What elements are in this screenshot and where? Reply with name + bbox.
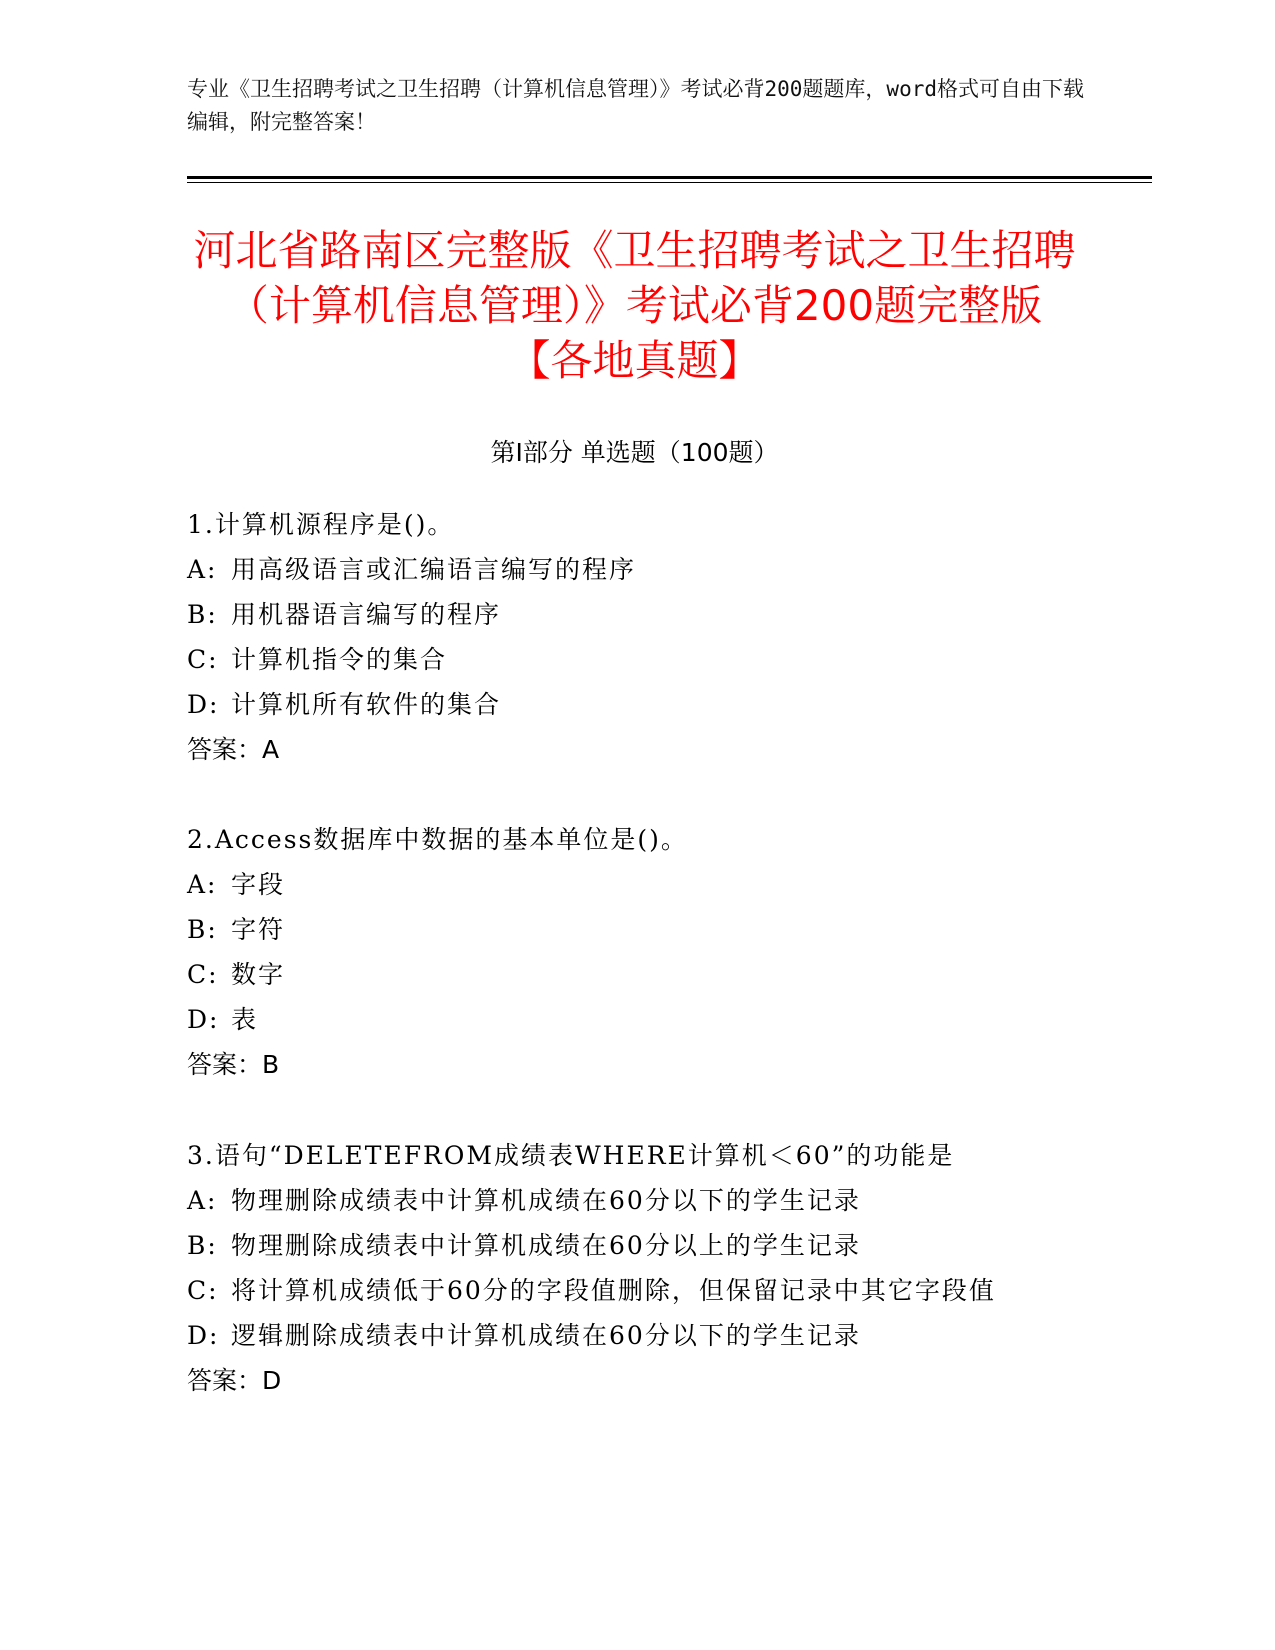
document-title: 河北省路南区完整版《卫生招聘考试之卫生招聘（计算机信息管理）》考试必背200题完整版【各地真题】 (193, 226, 1076, 385)
option-b (187, 592, 1087, 637)
header-divider-thick (187, 176, 1152, 179)
answer-label: 答案：A (187, 735, 280, 764)
option-key: D: (187, 1005, 220, 1034)
question-stem: 3.语句“DELETEFROM成绩表WHERE计算机＜60”的功能是 (187, 1141, 955, 1170)
option-text: 计算机指令的集合 (231, 645, 448, 674)
option-text: 计算机所有软件的集合 (231, 690, 502, 719)
option-key: A: (187, 555, 218, 584)
option-text: 物理删除成绩表中计算机成绩在60分以下的学生记录 (231, 1186, 861, 1215)
option-key: B: (187, 915, 218, 944)
question-stem: 1.计算机源程序是()。 (187, 510, 455, 539)
option-text: 逻辑删除成绩表中计算机成绩在60分以下的学生记录 (231, 1321, 861, 1350)
option-text: 物理删除成绩表中计算机成绩在60分以上的学生记录 (231, 1231, 861, 1260)
header-divider-thin (187, 182, 1152, 183)
option-a (187, 1178, 1087, 1223)
option-key: A: (187, 1186, 218, 1215)
option-b (187, 907, 1087, 952)
option-a (187, 862, 1087, 907)
option-key: D: (187, 1321, 220, 1350)
answer-label: 答案：B (187, 1050, 280, 1079)
section-title: 第Ⅰ部分 单选题（100题） (490, 438, 779, 467)
header-note: 专业《卫生招聘考试之卫生招聘（计算机信息管理）》考试必背200题题库，word格式可自由下载编辑，附完整答案！ (187, 77, 1084, 134)
question-1 (187, 502, 1087, 772)
option-text: 表 (231, 1005, 259, 1034)
option-text: 用机器语言编写的程序 (231, 600, 502, 629)
option-c (187, 637, 1087, 682)
option-key: C: (187, 645, 219, 674)
option-key: D: (187, 690, 220, 719)
option-text: 字段 (231, 870, 286, 899)
option-d (187, 997, 1087, 1042)
option-c (187, 952, 1087, 997)
answer-label: 答案：D (187, 1366, 282, 1395)
option-key: B: (187, 600, 218, 629)
option-text: 字符 (231, 915, 286, 944)
option-b (187, 1223, 1087, 1268)
option-text: 数字 (231, 960, 286, 989)
option-text: 用高级语言或汇编语言编写的程序 (231, 555, 637, 584)
question-2 (187, 817, 1087, 1087)
option-c (187, 1268, 1087, 1313)
option-key: C: (187, 960, 219, 989)
option-text: 将计算机成绩低于60分的字段值删除，但保留记录中其它字段值 (231, 1276, 996, 1305)
option-d (187, 1313, 1087, 1358)
option-d (187, 682, 1087, 727)
option-a (187, 547, 1087, 592)
option-key: A: (187, 870, 218, 899)
option-key: C: (187, 1276, 219, 1305)
question-stem: 2.Access数据库中数据的基本单位是()。 (187, 825, 688, 854)
question-3 (187, 1133, 1087, 1403)
option-key: B: (187, 1231, 218, 1260)
